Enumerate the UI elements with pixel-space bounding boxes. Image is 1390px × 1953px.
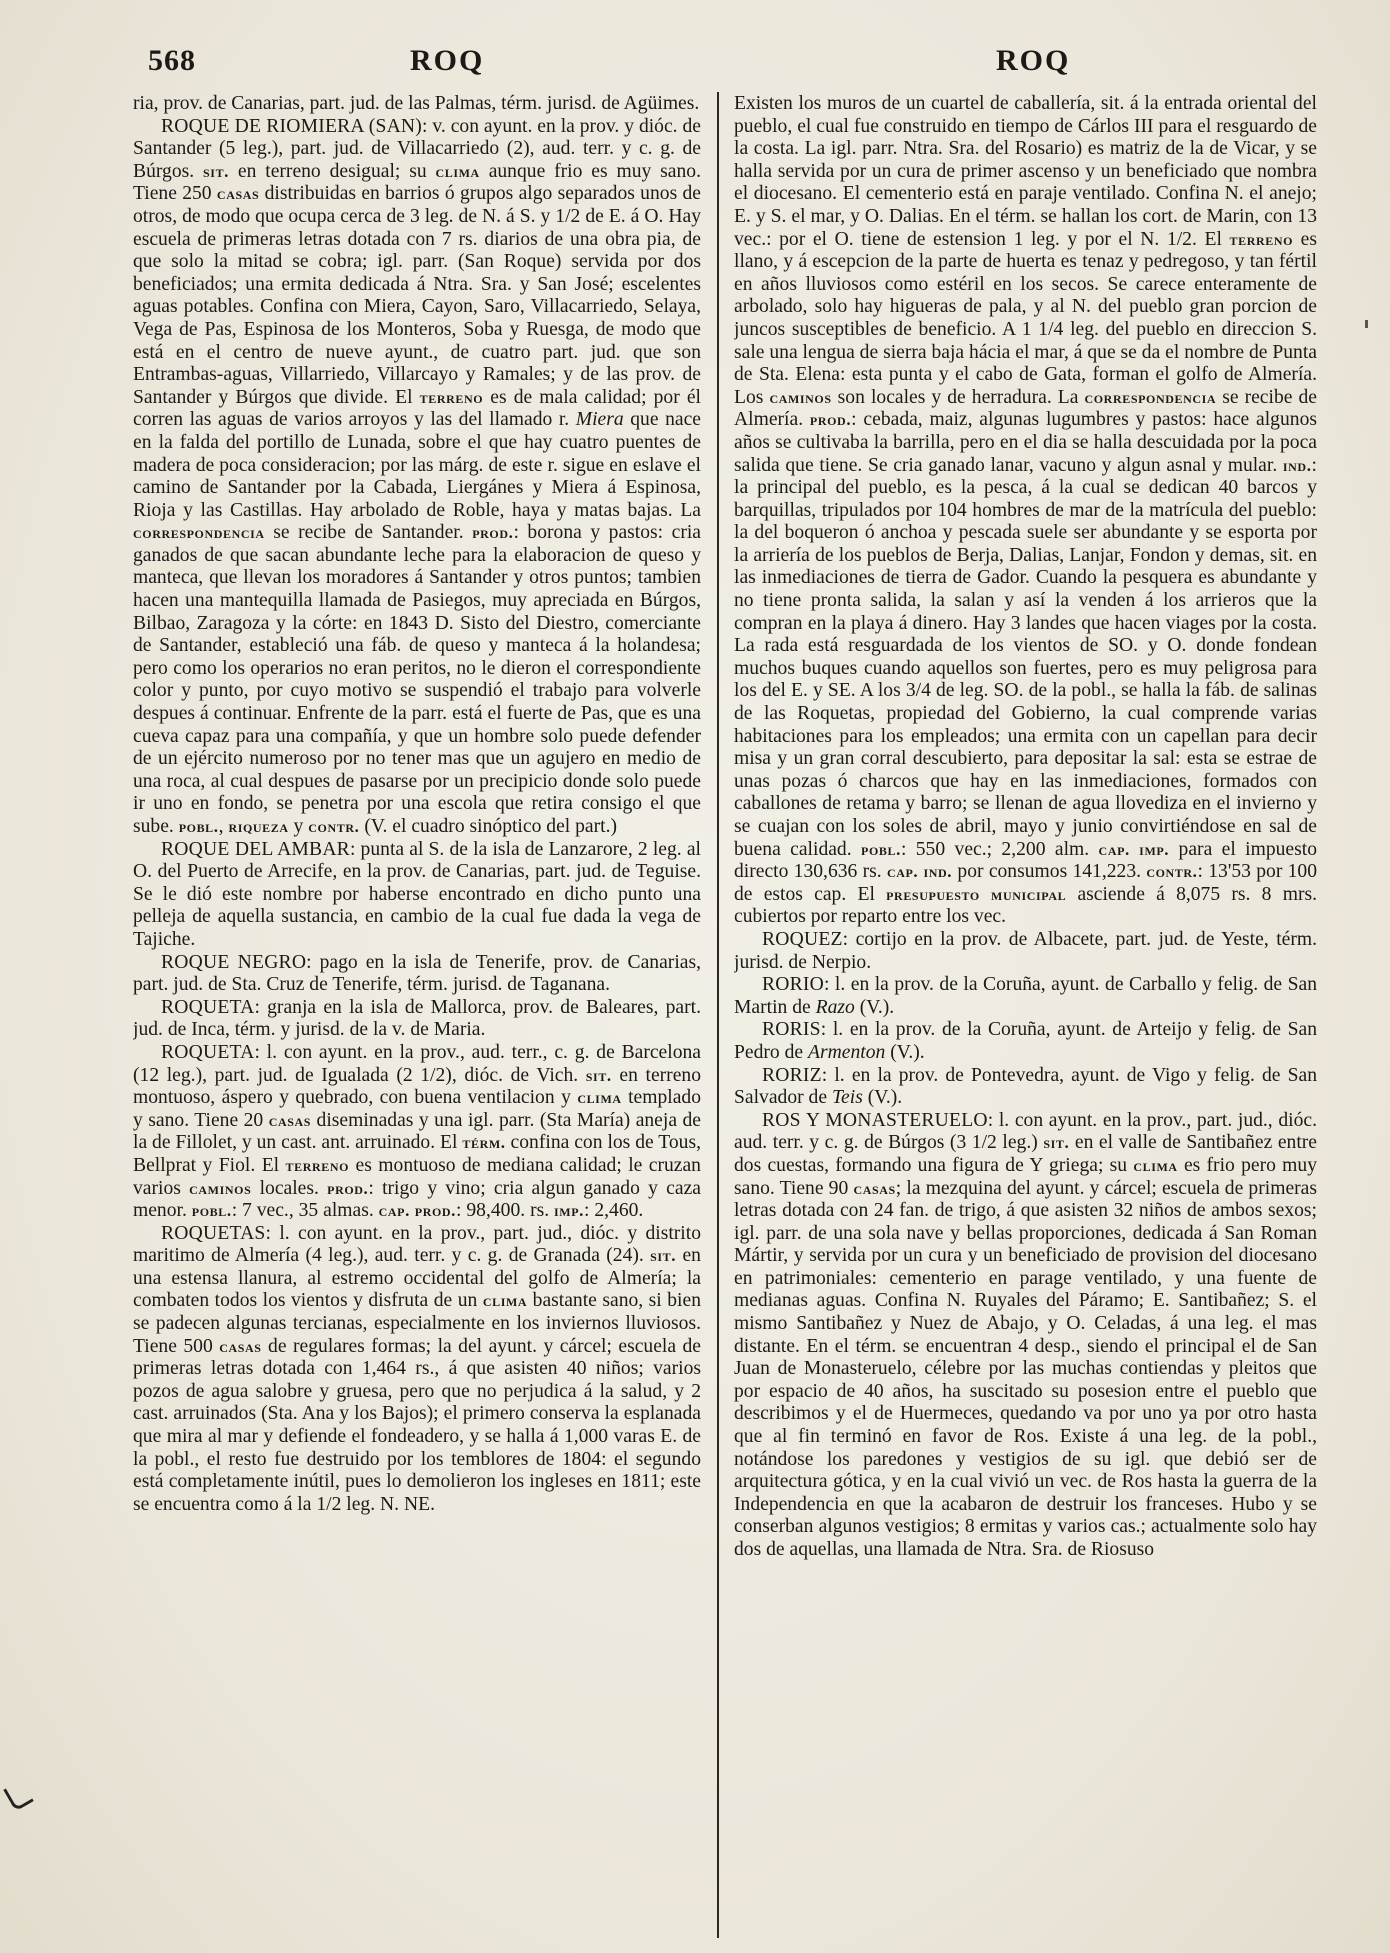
page-header [148,44,1313,90]
entry-roquetas-continuation: Existen los muros de un cuartel de caballería, sit. á la entrada oriental del pueblo, el cual fue construido en tiempo de Cárlos III para el resguardo de la costa. La igl. parr. Ntra. Sra. del Rosario) es matriz de la de Vicar, y se halla servida por un cura de primer ascenso y un beneficiado que nombra el diocesano. El cementerio está en paraje ventilado. Confina N. el anejo; E. y S. el mar, y O. Dalias. En el térm. se hallan los cort. de Marin, con 13 vec.: por el O. tiene de estension 1 leg. y por el N. 1/2. El terreno es llano, y á escepcion de la parte de huerta es tenaz y pedregoso, y tan fértil en años lluviosos como estéril en los secos. Se carece enteramente de arbolado, solo hay higueras de pala, y al N. del pueblo gran porcion de juncos susceptibles de beneficio. A 1 1/4 leg. del pueblo en direccion S. sale una lengua de sierra baja hácia el mar, á que se da el nombre de Punta de Sta. Elena: esta punta y el cabo de Gata, forman el golfo de Almería. Los caminos son locales y de herradura. La correspondencia se recibe de Almería. prod.: cebada, maiz, algunas lugumbres y pastos: hace algunos años se cultivaba la barrilla, pero en el dia se halla descuidada por la poca salida que tiene. Se cria ganado lanar, vacuno y algun asnal y mular. ind.: la principal del pueblo, es la pesca, á la cual se dedican 40 barcos y barquillas, tripulados por 104 hombres de mar de la matrícula del pueblo: la del boqueron ó anchoa y pescada suele ser abundante y se esporta por la arriería de los pueblos de Berja, Dalias, Lanjar, Fondon y demas, sit. en las inmediaciones de tierra de Gador. Cuando la pesquera es abundante y no tiene pronta salida, la salan y así la venden á los arrieros que la compran en la playa á dinero. Hay 3 landes que hacen viages por la costa. La rada está resguardada de los vientos de SO. y O. donde fondean muchos buques cuando aquellos son fuertes, pero es muy peligrosa para los del E. y SE. A los 3/4 de leg. SO. de la pobl., se halla la fáb. de salinas de las Roquetas, propiedad del Gobierno, la cual comprende varias habitaciones para los empleados; una ermita con un capellan para decir misa y un gran corral descubierto, para depositar la sal: esta se estrae de unas pozas ó charcos que hay en las inmediaciones, formados con caballones de retama y barro; se llenan de agua llovediza en el invierno y se cuajan con los soles de abril, mayo y junio convirtiéndose en sal de buena calidad. pobl.: 550 vec.; 2,200 alm. cap. imp. para el impuesto directo 130,636 rs. cap. ind. por consumos 141,223. contr.: 13'53 por 100 de estos cap. El presupuesto municipal asciende á 8,075 rs. 8 mrs. cubiertos por reparto entre los vec. [734,93,1317,928]
entry-title: ROQUETA [161,996,255,1018]
column-divider [717,92,719,1938]
right-column [734,93,1317,1938]
left-column [133,93,701,1938]
entry-title: ROQUE DEL AMBAR [161,838,350,860]
entry-roris: RORIS: l. en la prov. de la Coruña, ayunt. de Arteijo y felig. de San Pedro de Armenton (V.). [734,1019,1317,1063]
entry-title: RORIO [762,974,824,996]
running-head-right: ROQ [996,44,1071,77]
entry-title: RORIZ [762,1064,822,1086]
entry-ros-y-monasteruelo: ROS Y MONASTERUELO: l. con ayunt. en la prov., part. jud., dióc. aud. terr. y c. g. de Búrgos (3 1/2 leg.) sit. en el valle de Santibañez entre dos cuestas, formando una figura de Y griega; su clima es frio pero muy sano. Tiene 90 casas; la mezquina del ayunt. y cárcel; escuela de primeras letras dotada con 24 fan. de trigo, á que asisten 32 niños de ambos sexos; igl. parr. de una sola nave y bellas proporciones, dedicada á San Roman Mártir, y servida por un cura y un beneficiado de provision del diocesano en patrimoniales: cementerio en parage ventilado, y una fuente de medianas aguas. Confina N. Ruyales del Páramo; E. Santibañez; S. el mismo Santibañez y Nuez de Abajo, y O. Celadas, á una leg. el mas distante. En el térm. se encuentran 4 desp., siendo el principal el de San Juan de Monasteruelo, célebre por las muchas contiendas y pleitos que por espacio de 40 años, ha suscitado su posesion entre el pueblo que describimos y el de Huermeces, quedando va por uno ya por otro hasta que al fin terminó en favor de Ros. Existe á una leg. de la pobl., notándose los paredones y vestigios de su igl. que debió ser de arquitectura gótica, y en la cual vivió un vec. de Ros hasta la guerra de la Independencia en que la acabaron de destruir los franceses. Hubo y se conserban algunos vestigios; 8 ermitas y varios cas.; actualmente solo hay dos de aquellas, una llamada de Ntra. Sra. de Riosuso [734,1109,1317,1560]
entry-title: ROQUETA [161,1041,255,1063]
entry-roque-del-ambar: ROQUE DEL AMBAR: punta al S. de la isla de Lanzarore, 2 leg. al O. del Puerto de Arrecife, en la prov. de Canarias, part. jud. de Teguise. Se le dió este nombre por haberse encontrado en dicho punto una pelleja de aquella sustancia, en cambio de la cual fue dada la vega de Tajiche. [133,838,701,950]
page-number: 568 [148,44,196,77]
entry-continuation: ria, prov. de Canarias, part. jud. de las Palmas, térm. jurisd. de Agüimes. [133,93,700,114]
entry-title: ROQUEZ [762,928,843,950]
margin-mark [3,1779,34,1811]
entry-roriz: RORIZ: l. en la prov. de Pontevedra, ayunt. de Vigo y felig. de San Salvador de Teis (V.). [734,1064,1317,1109]
entry-roqueta-barcelona: ROQUETA: l. con ayunt. en la prov., aud. terr., c. g. de Barcelona (12 leg.), part. jud. de Igualada (2 1/2), dióc. de Vich. sit. en terreno montuoso, áspero y quebrado, con buena ventilacion y clima templado y sano. Tiene 20 casas diseminadas y una igl. parr. (Sta María) aneja de la de Fillolet, y un cast. ant. arruinado. El térm. confina con los de Tous, Bellprat y Fiol. El terreno es montuoso de mediana calidad; le cruzan varios caminos locales. prod.: trigo y vino; cria algun ganado y caza menor. pobl.: 7 vec., 35 almas. cap. prod.: 98,400. rs. imp.: 2,460. [133,1041,701,1222]
entry-title: RORIS [762,1019,821,1041]
entry-roque-negro: ROQUE NEGRO: pago en la isla de Tenerife, prov. de Canarias, part. jud. de Sta. Cruz de Tenerife, térm. jurisd. de Taganana. [133,951,701,996]
entry-roquetas: ROQUETAS: l. con ayunt. en la prov., part. jud., dióc. y distrito maritimo de Almería (4 leg.), aud. terr. y c. g. de Granada (24). sit. en una estensa llanura, al estremo occidental del golfo de Almería; la combaten todos los vientos y disfruta de un clima bastante sano, si bien se padecen algunas tercianas, especialmente en los inviernos lluviosos. Tiene 500 casas de regulares formas; la del ayunt. y cárcel; escuela de primeras letras dotada con 1,464 rs., á que asisten 40 niños; varios pozos de agua salobre y gruesa, pero que no perjudica á la salud, y 2 cast. arruinados (Sta. Ana y los Bajos); el primero conserva la esplanada que mira al mar y defiende el fondeadero, y se halla á 1,000 varas E. de la pobl., el resto fue destruido por los temblores de 1804: el segundo está completamente inútil, pues lo demolieron los ingleses en 1811; este se encuentra como á la 1/2 leg. N. NE. [133,1222,701,1515]
entry-roque-de-riomiera: ROQUE DE RIOMIERA (SAN): v. con ayunt. en la prov. y dióc. de Santander (5 leg.), part. jud. de Villacarriedo (2), aud. terr. y c. g. de Búrgos. sit. en terreno desigual; su clima aunque frio es muy sano. Tiene 250 casas distribuidas en barrios ó grupos algo separados unos de otros, de modo que ocupa cerca de 3 leg. de N. á S. y 1/2 de E. á O. Hay escuela de primeras letras dotada con 7 rs. diarios de una obra pia, de que solo la mitad se cobra; igl. parr. (San Roque) servida por dos beneficiados; una ermita dedicada á Ntra. Sra. y San José; escelentes aguas potables. Confina con Miera, Cayon, Saro, Villacarriedo, Selaya, Vega de Pas, Espinosa de los Monteros, Soba y Ruesga, de modo que está en el centro de nueve ayunt., de cuatro part. jud. que son Entrambas-aguas, Villarriedo, Villarcayo y Ramales; y de las prov. de Santander y Búrgos que divide. El terreno es de mala calidad; por él corren las aguas de varios arroyos y las del llamado r. Miera que nace en la falda del portillo de Lunada, sobre el que hay cuatro puentes de madera de poca consideracion; por las márg. de este r. sigue en eslave el camino de Santander por la Cabada, Liergánes y Miera á Espinosa, Rioja y las Castillas. Hay arbolado de Roble, haya y matas bajas. La correspondencia se recibe de Santander. prod.: borona y pastos: cria ganados de que sacan abundante leche para la elaboracion de queso y manteca, que llevan los moradores á Santander y otros puntos; tambien hacen una mantequilla llamada de Pasiegos, muy apreciada en Búrgos, Bilbao, Zaragoza y la córte: en 1843 D. Sisto del Diestro, comerciante de Santander, estableció una fáb. de queso y manteca á la holandesa; pero como los operarios no eran peritos, no le dieron el correspondiente color y punto, por cuyo motivo se suspendió el trabajo para volverle despues á continuar. Enfrente de la parr. está el fuerte de Pas, que es una cueva capaz para una compañía, y que un hombre solo puede defender de un ejército numeroso por no tener mas que un agujero en medio de una roca, al cual despues de pasarse por un precipicio donde solo puede ir uno en fondo, se penetra por una escola que retira consigo el que sube. pobl., riqueza y contr. (V. el cuadro sinóptico del part.) [133,115,701,837]
entry-title: ROS Y MONASTERUELO [762,1109,988,1131]
running-head-left: ROQ [410,44,485,77]
entry-title: ROQUETAS [161,1222,266,1244]
entry-title: ROQUE DE RIOMIERA (SAN) [161,115,423,137]
entry-roqueta-mallorca: ROQUETA: granja en la isla de Mallorca, prov. de Baleares, part. jud. de Inca, térm. y jurisd. de la v. de Maria. [133,996,701,1041]
speck [1365,320,1368,328]
entry-rorio: RORIO: l. en la prov. de la Coruña, ayunt. de Carballo y felig. de San Martin de Razo (V.). [734,974,1317,1018]
entry-title: ROQUE NEGRO [161,951,307,973]
entry-roquez: ROQUEZ: cortijo en la prov. de Albacete, part. jud. de Yeste, térm. jurisd. de Nerpio. [734,928,1317,973]
